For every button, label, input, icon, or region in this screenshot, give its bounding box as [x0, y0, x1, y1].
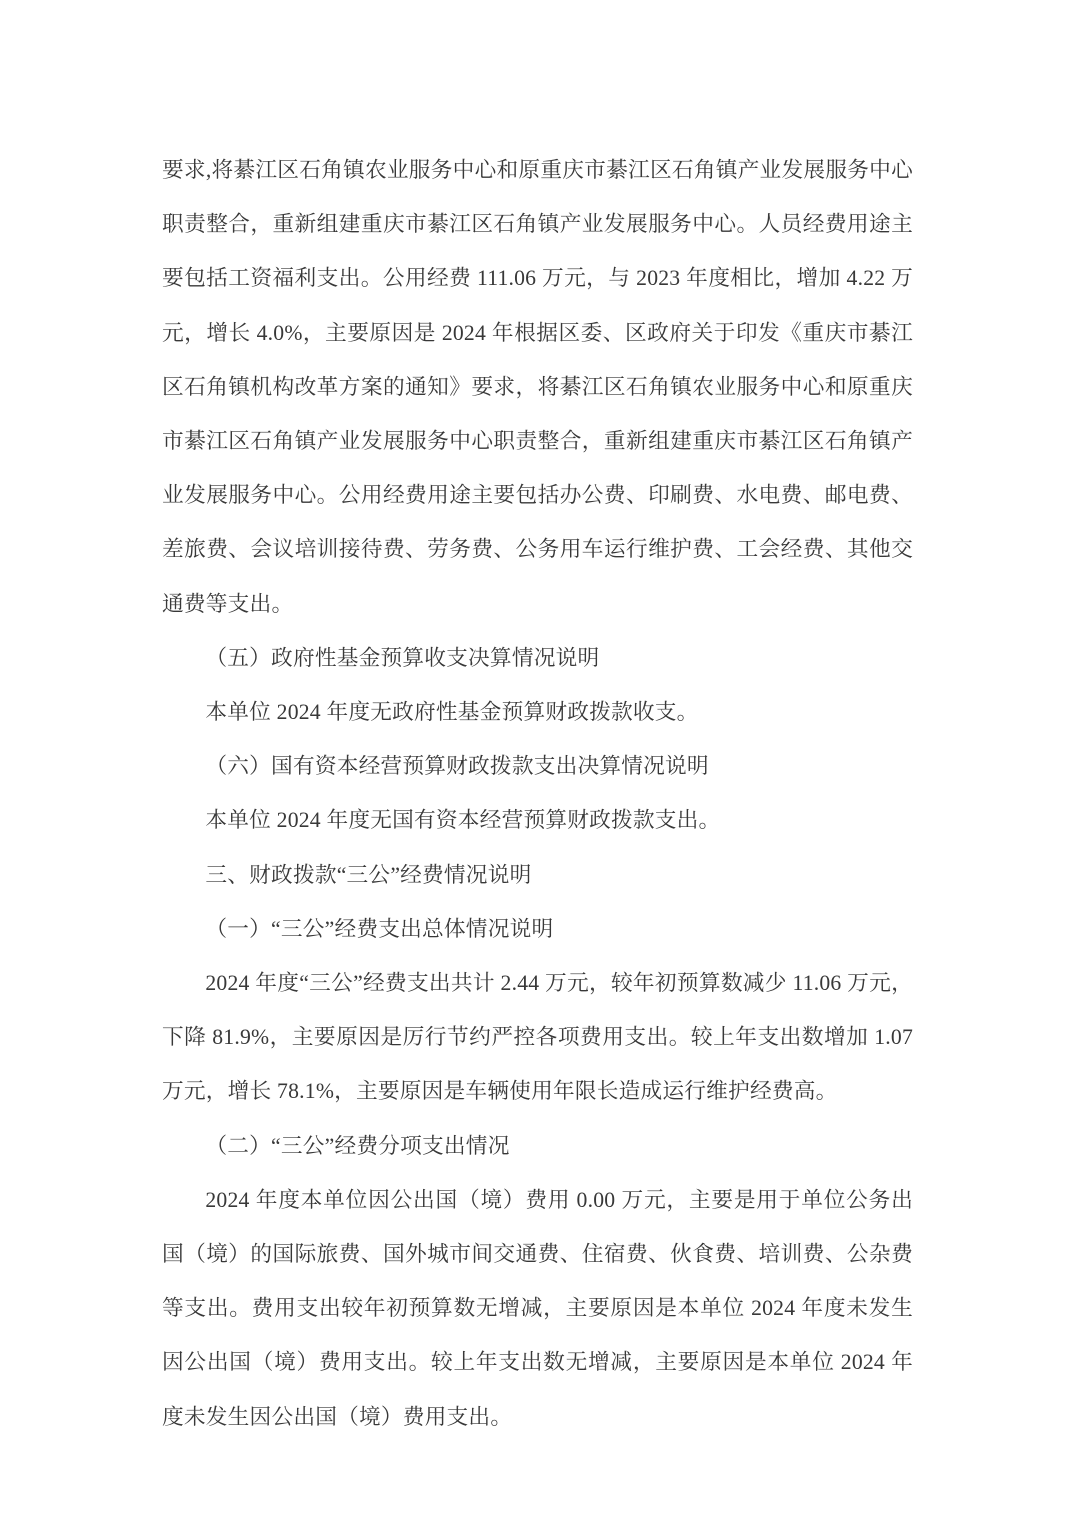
paragraph: 本单位 2024 年度无国有资本经营预算财政拨款支出。 — [205, 808, 721, 833]
paragraph: 2024 年度本单位因公出国（境）费用 0.00 万元，主要是用于单位公务出国（境）的国际旅费、国外城市间交通费、住宿费、伙食费、培训费、公杂费等支出。费用支出较年初预算数无增减，主要原因是本单位 2024 年度未发生因公出国（境）费用支出。较上年支出数无增减，主要原因是本单位 2024 年度未发生因公出国（境）费用支出。 — [162, 1187, 913, 1429]
paragraph: （五）政府性基金预算收支决算情况说明 — [205, 645, 600, 670]
paragraph: 要求,将綦江区石角镇农业服务中心和原重庆市綦江区石角镇产业发展服务中心职责整合，重新组建重庆市綦江区石角镇产业发展服务中心。人员经费用途主要包括工资福利支出。公用经费 111.06 万元，与 2023 年度相比，增加 4.22 万元，增长 4.0%，主要原因是 2024 年根据区委、区政府关于印发《重庆市綦江区石角镇机构改革方案的通知》要求，将綦江区石角镇农业服务中心和原重庆市綦江区石角镇产业发展服务中心职责整合，重新组建重庆市綦江区石角镇产业发展服务中心。公用经费用途主要包括办公费、印刷费、水电费、邮电费、差旅费、会议培训接待费、劳务费、公务用车运行维护费、工会经费、其他交通费等支出。 — [162, 158, 913, 616]
paragraph: （二）“三公”经费分项支出情况 — [205, 1133, 510, 1158]
paragraph: 三、财政拨款“三公”经费情况说明 — [205, 862, 532, 887]
paragraph: （六）国有资本经营预算财政拨款支出决算情况说明 — [205, 754, 709, 779]
paragraph: 本单位 2024 年度无政府性基金预算财政拨款收支。 — [205, 700, 699, 725]
paragraph: （一）“三公”经费支出总体情况说明 — [205, 916, 554, 941]
document-body — [162, 143, 913, 1444]
paragraph: 2024 年度“三公”经费支出共计 2.44 万元，较年初预算数减少 11.06 万元，下降 81.9%，主要原因是厉行节约严控各项费用支出。较上年支出数增加 1.07 万元，增长 78.1%，主要原因是车辆使用年限长造成运行维护经费高。 — [162, 971, 913, 1104]
